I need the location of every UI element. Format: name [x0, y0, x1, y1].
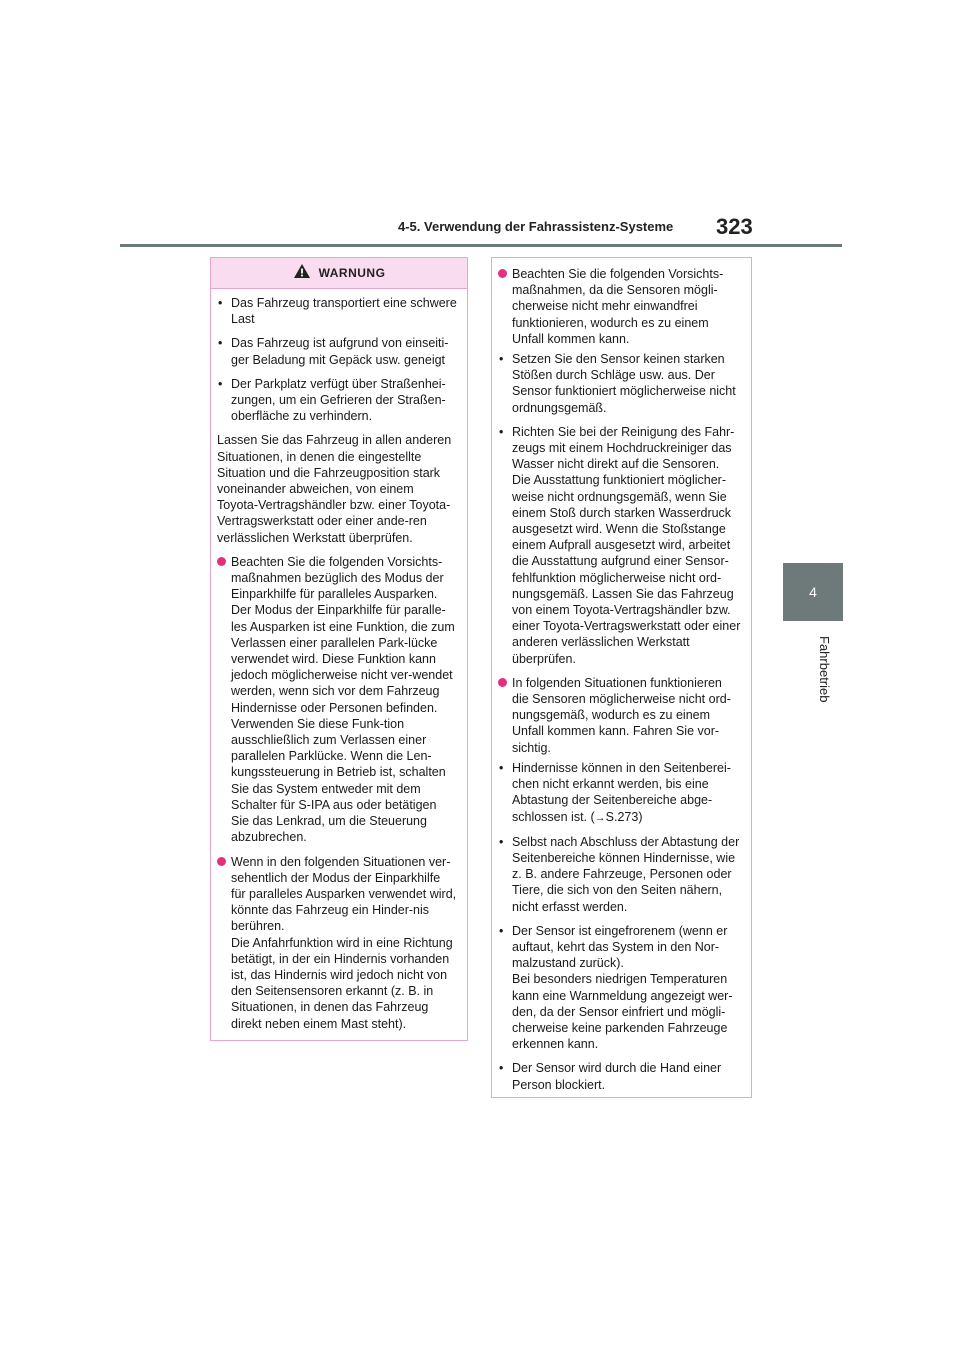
section-title: 4-5. Verwendung der Fahrassistenz-Systeme: [398, 219, 674, 234]
caution-bullet: • Der Sensor wird durch die Hand einer Person blockiert.: [499, 1061, 722, 1092]
pink-bullet-icon: [217, 857, 226, 866]
warning-bullet: • Das Fahrzeug ist aufgrund von einseiti-ger Beladung mit Gepäck usw. geneigt: [218, 336, 449, 367]
warning-header: [211, 258, 467, 289]
warning-bullet: • Das Fahrzeug transportiert eine schwere Last: [218, 296, 457, 327]
warning-box: [210, 257, 468, 1041]
pink-bullet-icon: [498, 269, 507, 278]
warning-circle-item: Wenn in den folgenden Situationen ver-sehentlich der Modus der Einparkhilfe für paralleles Ausparken verwendet wird, könnte das Fahrzeug ein Hinder-nis berühren. Die Anfahrfunktion wird in eine Richtung betätigt, in der ein Hindernis vorhanden ist, das Hindernis wird jedoch nicht von den Seitensensoren erkannt (z. B. in Situationen, in denen das Fahrzeug direkt neben einem Mast steht).: [217, 854, 457, 1032]
caution-bullet: • Selbst nach Abschluss der Abtastung der Seitenbereiche können Hindernisse, wie z. B. andere Fahrzeuge, Personen oder Tiere, die sich von den Seiten nähern, nicht erfasst werden.: [499, 834, 740, 914]
warning-title: WARNUNG: [318, 266, 386, 280]
caution-bullet: • Der Sensor ist eingefrorenem (wenn er auftaut, kehrt das System in den Nor-malzustand zurück). Bei besonders niedrigen Temperaturen kann eine Warnmeldung angezeigt wer-den, da der Sensor einfriert und mögli-cherweise keine parkenden Fahrzeuge erkennen kann.: [499, 923, 733, 1052]
pink-bullet-icon: [498, 678, 507, 687]
arrow-right-icon: →: [594, 811, 606, 824]
warning-triangle-icon: [293, 263, 311, 284]
caution-box: [491, 257, 752, 1098]
warning-bullet: • Der Parkplatz verfügt über Straßenhei-zungen, um ein Gefrieren der Straßen-oberfläche zu verhindern.: [218, 376, 446, 424]
caution-circle-item: In folgenden Situationen funktionieren die Sensoren möglicherweise nicht ord-nungsgemäß, wodurch es zu einem Unfall kommen kann. Fahren Sie vor-sichtig.: [498, 675, 741, 756]
warning-circle-item: Beachten Sie die folgenden Vorsichts-maßnahmen bezüglich des Modus der Einparkhilfe für paralleles Ausparken. Der Modus der Einparkhilfe für paralle-les Ausparken ist eine Funktion, die zum Verlassen einer parallelen Park-lücke verwendet wird. Diese Funktion kann jedoch möglicherweise nicht ver-wendet werden, wenn sich vor dem Fahrzeug Hindernisse oder Personen befinden. Verwenden Sie diese Funk-tion ausschließlich zum Verlassen einer parallelen Parklücke. Wenn die Len-kungssteuerung in Betrieb ist, schalten Sie das System entweder mit dem Schalter für S-IPA aus oder betätigen Sie das Lenkrad, um die Steuerung abzubrechen.: [217, 554, 457, 846]
caution-bullet: • Richten Sie bei der Reinigung des Fahr-zeugs mit einem Hochdruckreiniger das Wasser nicht direkt auf die Sensoren. Die Ausstattung funktioniert möglicher-weise nicht ordnungsgemäß, wenn Sie einem Stoß durch starken Wasserdruck ausgesetzt wird. Wenn die Stoßstange einem Aufprall ausgesetzt wird, arbeitet die Ausstattung aufgrund einer Sensor-fehlfunktion möglicherweise nicht ord-nungsgemäß. Lassen Sie das Fahrzeug von einem Toyota-Vertragshändler bzw. einer Toyota-Vertragswerkstatt oder einer anderen verlässlichen Werkstatt überprüfen.: [499, 424, 741, 666]
caution-bullet: • Hindernisse können in den Seitenberei-chen nicht erkannt werden, bis eine Abtastung der Seitenbereiche abge-schlossen ist. (→S.273): [499, 760, 731, 824]
caution-bullet: • Setzen Sie den Sensor keinen starken Stößen durch Schläge usw. aus. Der Sensor funktioniert möglicherweise nicht ordnungsgemäß.: [499, 352, 736, 415]
warning-paragraph: Lassen Sie das Fahrzeug in allen anderen Situationen, in denen die eingestellte Situation und die Fahrzeugposition stark voneinander abweichen, von einem Toyota-Vertragshändler bzw. einer Toyota-Vertragswerkstatt oder einer ande-ren verlässlichen Werkstatt überprüfen.: [217, 433, 452, 545]
pink-bullet-icon: [217, 557, 226, 566]
chapter-tab: 4: [783, 563, 843, 621]
caution-circle-item: Beachten Sie die folgenden Vorsichts-maßnahmen, da die Sensoren mögli-cherweise nicht mehr einwandfrei funktionieren, wodurch es zu einem Unfall kommen kann.: [498, 266, 741, 347]
header-divider: [120, 244, 842, 247]
page-number: 323: [716, 214, 753, 239]
chapter-label: Fahrbetrieb: [817, 636, 832, 703]
